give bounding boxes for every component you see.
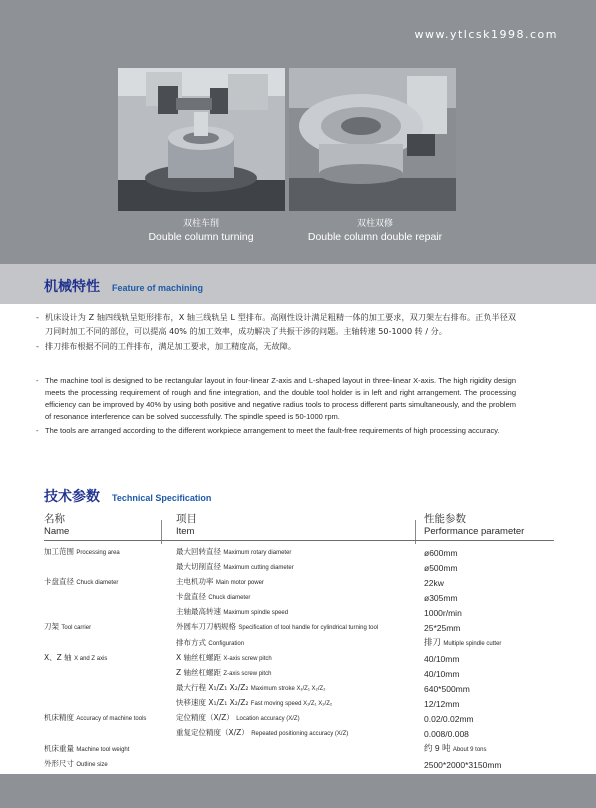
spec-item-cell (176, 560, 424, 575)
spec-item-cell (176, 681, 424, 696)
header-cn: 项目 (176, 513, 197, 525)
spec-row (44, 726, 554, 741)
item-cn: 重复定位精度（X/Z） (176, 728, 249, 737)
item-en: X-axis screw pitch (223, 656, 272, 662)
value-en: 22kw (424, 577, 444, 588)
spec-name-cell (44, 696, 176, 711)
item-en: Maximum stroke X₁/Z₁ X₂/Z₂ (250, 686, 326, 692)
name-en: Chuck diameter (76, 580, 119, 586)
photo-caption-turning (101, 218, 301, 244)
value-en: Multiple spindle cutter (443, 641, 502, 647)
item-en: Specification of tool handle for cylindrical turning tool (238, 625, 379, 631)
spec-value-cell (424, 726, 554, 741)
spec-name-cell (44, 651, 176, 666)
item-cn: 主电机功率 (176, 577, 214, 586)
spec-name-cell (44, 590, 176, 605)
spec-name-cell (44, 541, 176, 561)
spec-item-cell (176, 696, 424, 711)
spec-name-cell (44, 605, 176, 620)
name-cn: 机床重量 (44, 743, 74, 753)
spec-item-cell (176, 605, 424, 620)
spec-row (44, 605, 554, 620)
caption-cn: 双柱车削 (182, 219, 219, 229)
double-column-turning-photo (118, 68, 285, 211)
spec-value-cell (424, 541, 554, 561)
spec-row (44, 757, 554, 772)
item-cn: 最大回转直径 (176, 547, 221, 556)
spec-item-cell (176, 541, 424, 561)
spec-row (44, 541, 554, 561)
spec-value-cell (424, 696, 554, 711)
spec-name-cell (44, 575, 176, 590)
spec-name-cell (44, 635, 176, 651)
value-en: 0.02/0.02mm (424, 713, 474, 724)
spec-value-cell (424, 711, 554, 726)
value-en: ø600mm (424, 547, 458, 558)
item-en: Main motor power (215, 580, 264, 586)
item-en: Fast moving speed X₁/Z₁ X₂/Z₂ (250, 701, 333, 707)
value-en: 40/10mm (424, 653, 460, 664)
spec-value-cell (424, 620, 554, 635)
spec-name-cell (44, 741, 176, 757)
double-column-double-repair-photo (289, 68, 456, 211)
header-en: Name (44, 526, 70, 537)
item-en: Location accuracy (X/Z) (236, 716, 300, 722)
spec-value-cell (424, 635, 554, 651)
value-en: 1000r/min (424, 607, 462, 618)
spec-item-cell (176, 575, 424, 590)
caption-en: Double column double repair (307, 231, 443, 243)
item-en: Maximum spindle speed (223, 610, 289, 616)
spec-row (44, 711, 554, 726)
spec-name-cell (44, 681, 176, 696)
item-cn: 卡盘直径 (176, 592, 206, 601)
header-item (176, 513, 424, 541)
spec-value-cell (424, 757, 554, 772)
spec-row (44, 741, 554, 757)
item-cn: 定位精度（X/Z） (176, 713, 234, 722)
feature-heading-cn: 机械特性 (44, 279, 100, 295)
spec-row (44, 696, 554, 711)
spec-value-cell (424, 681, 554, 696)
website-url: www.ytlcsk1998.com (414, 28, 558, 41)
feature-list-en (36, 375, 516, 439)
item-en: Maximum rotary diameter (223, 550, 292, 556)
item-cn: 排布方式 (176, 637, 206, 647)
feature-item: - The machine tool is designed to be rectangular layout in four-linear Z-axis and L-shaped layout in three-linear X-axis. The high rigidity design meets the processing requirement of rough and fine integration, and the double tool holder is in left and right arrangement. The processing efficiency can be improved by 40% by using both positive and negative radius tools to process different parts simultaneously, and the problem of resonance interference can be solved successfully. The spindle speed is 50-1000 rpm. (36, 375, 516, 423)
name-cn: 加工范围 (44, 547, 74, 556)
name-cn: X、Z 轴 (44, 653, 72, 662)
spec-row (44, 635, 554, 651)
spec-row (44, 590, 554, 605)
spec-name-cell (44, 757, 176, 772)
spec-row (44, 666, 554, 681)
spec-item-cell (176, 741, 424, 757)
header-en: Performance parameter (424, 526, 525, 537)
spec-item-cell (176, 590, 424, 605)
spec-heading-cn: 技术参数 (44, 489, 100, 505)
name-en: Processing area (76, 550, 120, 556)
name-en: Accuracy of machine tools (76, 716, 147, 722)
name-en: Outline size (76, 762, 108, 768)
spec-heading (44, 486, 211, 506)
item-cn: Z 轴丝杠螺距 (176, 668, 222, 677)
spec-item-cell (176, 757, 424, 772)
spec-item-cell (176, 651, 424, 666)
spec-value-cell (424, 651, 554, 666)
caption-cn: 双柱双修 (356, 219, 393, 229)
value-en: 0.008/0.008 (424, 728, 469, 739)
item-cn: 主轴最高转速 (176, 607, 221, 616)
photo-caption-double-repair (275, 218, 475, 244)
spec-item-cell (176, 635, 424, 651)
spec-item-cell (176, 666, 424, 681)
header-en: Item (176, 526, 195, 537)
spec-row (44, 681, 554, 696)
spec-heading-en: Technical Specification (112, 493, 212, 503)
value-en: ø500mm (424, 562, 458, 573)
item-cn: X 轴丝杠螺距 (176, 653, 222, 662)
item-en: Z-axis screw pitch (223, 671, 272, 677)
spec-value-cell (424, 741, 554, 757)
spec-item-cell (176, 711, 424, 726)
spec-row (44, 651, 554, 666)
name-cn: 卡盘直径 (44, 577, 74, 586)
value-en: 640*500mm (424, 683, 470, 694)
item-en: Maximum cutting diameter (223, 565, 294, 571)
feature-heading-en: Feature of machining (112, 283, 204, 293)
item-en: Repeated positioning accuracy (X/Z) (251, 731, 349, 737)
caption-en: Double column turning (148, 231, 254, 243)
spec-item-cell (176, 726, 424, 741)
item-en: Chuck diameter (208, 595, 251, 601)
name-en: X and Z axis (74, 656, 108, 662)
feature-list-cn (36, 311, 516, 356)
footer-band (0, 774, 596, 808)
header-cn: 性能参数 (424, 513, 466, 525)
spec-value-cell (424, 605, 554, 620)
value-en: 2500*2000*3150mm (424, 759, 502, 770)
spec-name-cell (44, 560, 176, 575)
header-name (44, 513, 176, 541)
value-cn: 排刀 (424, 637, 442, 647)
spec-name-cell (44, 726, 176, 741)
spec-item-cell (176, 620, 424, 635)
item-en: Configuration (208, 640, 245, 647)
value-cn: 约 9 吨 (424, 743, 451, 753)
spec-table-header (44, 513, 554, 541)
name-cn: 外形尺寸 (44, 759, 74, 768)
name-en: Machine tool weight (76, 746, 130, 753)
spec-name-cell (44, 666, 176, 681)
spec-row (44, 620, 554, 635)
value-en: 12/12mm (424, 698, 460, 709)
spec-value-cell (424, 666, 554, 681)
item-cn: 最大切削直径 (176, 562, 221, 571)
spec-row (44, 575, 554, 590)
value-en: ø305mm (424, 592, 458, 603)
spec-name-cell (44, 620, 176, 635)
name-en: Tool carrier (61, 625, 92, 631)
value-en: 40/10mm (424, 668, 460, 679)
feature-item: - 机床设计为 Z 轴四线轨呈矩形排布，X 轴三线轨呈 L 型排布。高刚性设计满足粗精一体的加工要求，双刀架左右排布。正负半径双刀同时加工不同的部位，可以提高 40% 的加工效率，成功解决了共振干涉的问题。主轴转速 50-1000 转 / 分。 (36, 311, 516, 338)
spec-value-cell (424, 575, 554, 590)
header-cn: 名称 (44, 513, 65, 525)
value-en: About 9 tons (452, 747, 487, 753)
name-cn: 机床精度 (44, 713, 74, 722)
item-cn: 快移速度 X₁/Z₁ X₂/Z₂ (176, 698, 249, 707)
header-performance (424, 513, 554, 541)
spec-table (44, 513, 554, 772)
item-cn: 外圆车刀刀柄规格 (176, 622, 236, 631)
spec-row (44, 560, 554, 575)
item-cn: 最大行程 X₁/Z₁ X₂/Z₂ (176, 683, 249, 692)
spec-value-cell (424, 590, 554, 605)
spec-value-cell (424, 560, 554, 575)
feature-item: - 排刀排布根据不同的工件排布，满足加工要求，加工精度高，无故障。 (36, 340, 516, 354)
name-cn: 刀架 (44, 622, 59, 631)
feature-heading (44, 276, 203, 296)
feature-item: - The tools are arranged according to the different workpiece arrangement to meet the fault-free requirements of high processing accuracy. (36, 425, 516, 437)
spec-name-cell (44, 711, 176, 726)
value-en: 25*25mm (424, 622, 461, 633)
